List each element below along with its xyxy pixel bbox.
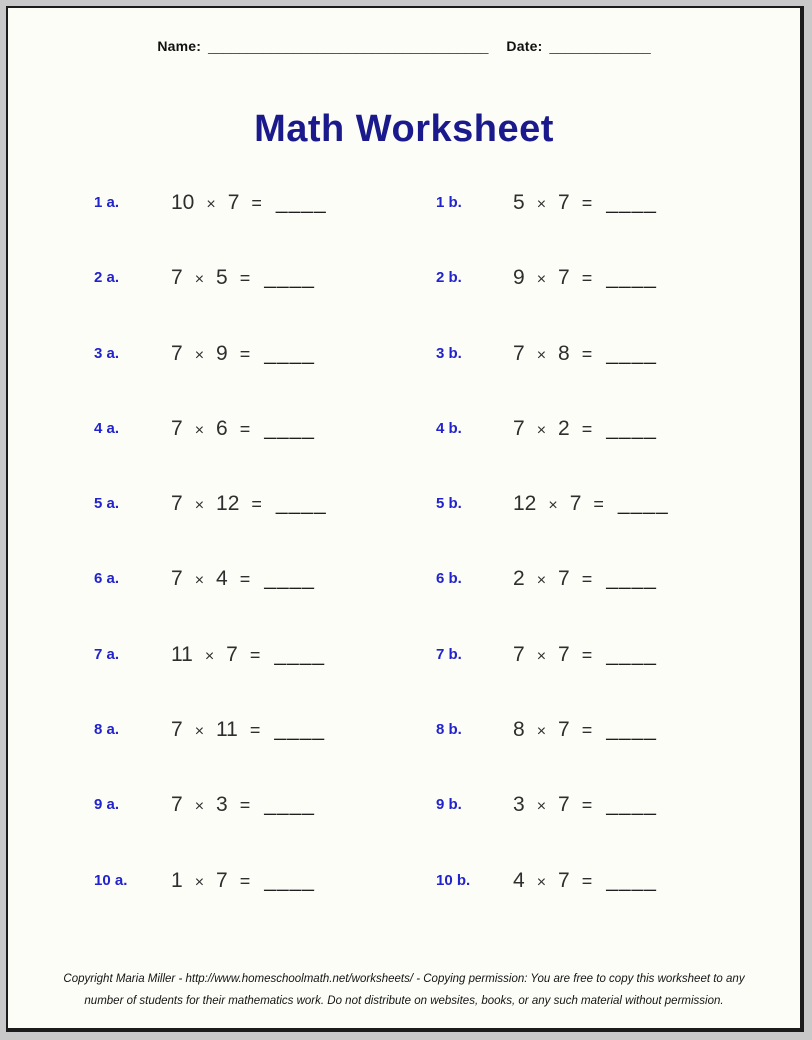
page-title: Math Worksheet: [254, 108, 554, 150]
answer-blank: ____: [264, 567, 315, 591]
equals-sign: =: [239, 569, 251, 590]
equals-sign: =: [239, 418, 251, 439]
problem-label-10b: 10 b.: [436, 871, 471, 889]
problem-label-7a: 7 a.: [94, 645, 120, 663]
name-field: [157, 38, 488, 54]
problem-label-3b: 3 b.: [436, 344, 462, 362]
problem-label-8a: 8 a.: [94, 721, 120, 739]
operand: 3: [513, 793, 525, 817]
times-sign: ×: [194, 572, 205, 590]
problem-label-4b: 4 b.: [436, 419, 462, 437]
operand: 7: [513, 416, 525, 440]
problem-label-6a: 6 a.: [94, 570, 120, 588]
answer-blank: ____: [606, 341, 657, 365]
problem-label-7b: 7 b.: [436, 645, 462, 663]
problem-label-1a: 1 a.: [94, 194, 120, 211]
problem-10b: [513, 869, 657, 893]
times-sign: ×: [206, 196, 216, 213]
operand: 12: [513, 492, 537, 516]
answer-blank: ____: [264, 416, 315, 440]
operand: 10: [171, 191, 195, 214]
operand: 7: [558, 718, 570, 742]
times-sign: ×: [536, 647, 547, 665]
operand: 7: [171, 416, 183, 440]
answer-blank: ____: [264, 266, 315, 290]
equals-sign: =: [251, 193, 262, 213]
operand: 7: [569, 492, 582, 516]
times-sign: ×: [548, 497, 558, 515]
answer-blank: ____: [264, 868, 315, 892]
problem-label-10a: 10 a.: [94, 871, 128, 889]
problem-3b: [513, 342, 657, 366]
times-sign: ×: [536, 572, 547, 590]
operand: 7: [171, 793, 183, 817]
problem-row-3: [8, 342, 800, 417]
problem-row-9: [8, 793, 800, 868]
name-label: Name:: [157, 38, 202, 54]
answer-blank: ____: [606, 567, 657, 591]
equals-sign: =: [251, 494, 262, 515]
problem-row-1: [8, 191, 800, 266]
operand: 5: [513, 191, 525, 214]
operand: 8: [558, 341, 570, 365]
problem-row-10: [8, 869, 800, 944]
equals-sign: =: [581, 418, 593, 439]
times-sign: ×: [536, 798, 547, 816]
times-sign: ×: [536, 271, 547, 289]
date-label: Date:: [506, 38, 543, 54]
problem-5b: [513, 492, 669, 516]
equals-sign: =: [581, 720, 593, 741]
problem-8a: [171, 718, 325, 742]
operand: 7: [558, 868, 570, 892]
problem-2a: [171, 266, 315, 290]
operand: 7: [558, 793, 570, 817]
problem-3a: [171, 342, 315, 366]
operand: 5: [216, 266, 228, 290]
operand: 7: [171, 266, 183, 290]
problem-label-6b: 6 b.: [436, 570, 462, 588]
equals-sign: =: [581, 569, 593, 590]
answer-blank: ____: [606, 868, 657, 892]
problem-7b: [513, 643, 657, 667]
problem-label-9b: 9 b.: [436, 796, 462, 814]
problem-2b: [513, 266, 657, 290]
problems-grid: [8, 191, 800, 944]
times-sign: ×: [536, 196, 547, 213]
equals-sign: =: [581, 870, 593, 891]
operand: 4: [216, 567, 228, 591]
problem-6a: [171, 567, 315, 591]
header: [8, 38, 800, 54]
operand: 7: [216, 868, 228, 892]
problem-label-2b: 2 b.: [436, 269, 462, 287]
times-sign: ×: [194, 271, 205, 289]
answer-blank: ____: [274, 718, 326, 742]
operand: 7: [171, 718, 183, 742]
times-sign: ×: [194, 798, 205, 816]
operand: 7: [558, 191, 570, 214]
problem-6b: [513, 567, 657, 591]
operand: 7: [513, 642, 525, 666]
answer-blank: ____: [264, 793, 315, 817]
equals-sign: =: [239, 795, 251, 816]
problem-label-1b: 1 b.: [436, 194, 462, 211]
answer-blank: ____: [264, 341, 315, 365]
problem-9a: [171, 793, 315, 817]
equals-sign: =: [581, 268, 593, 289]
times-sign: ×: [536, 723, 547, 741]
operand: 2: [558, 416, 570, 440]
operand: 3: [216, 793, 228, 817]
operand: 11: [171, 642, 193, 666]
equals-sign: =: [249, 720, 261, 741]
problem-1a: [171, 191, 327, 215]
equals-sign: =: [239, 870, 251, 891]
problem-7a: [171, 643, 325, 667]
problem-label-8b: 8 b.: [436, 721, 462, 739]
answer-blank: ____: [275, 492, 327, 516]
problem-label-3a: 3 a.: [94, 344, 120, 362]
operand: 7: [558, 266, 570, 290]
operand: 7: [558, 642, 570, 666]
times-sign: ×: [194, 497, 205, 515]
times-sign: ×: [194, 873, 205, 891]
problem-label-5a: 5 a.: [94, 495, 120, 513]
equals-sign: =: [593, 494, 604, 515]
answer-blank: ____: [606, 416, 657, 440]
operand: 9: [216, 341, 228, 365]
times-sign: ×: [536, 873, 547, 891]
equals-sign: =: [581, 644, 593, 665]
problem-1b: [513, 191, 657, 215]
copyright-footer: [18, 968, 790, 1012]
operand: 7: [171, 492, 183, 516]
operand: 9: [513, 266, 525, 290]
date-blank-line: _____________: [549, 38, 651, 54]
problem-9b: [513, 793, 657, 817]
times-sign: ×: [194, 346, 205, 364]
problem-8b: [513, 718, 657, 742]
equals-sign: =: [581, 795, 593, 816]
times-sign: ×: [536, 346, 547, 364]
answer-blank: ____: [606, 642, 657, 666]
problem-row-2: [8, 266, 800, 341]
problem-5a: [171, 492, 327, 516]
equals-sign: =: [249, 644, 261, 665]
answer-blank: ____: [274, 642, 326, 666]
problem-label-5b: 5 b.: [436, 495, 462, 513]
problem-row-8: [8, 718, 800, 793]
times-sign: ×: [536, 421, 547, 439]
answer-blank: ____: [606, 266, 657, 290]
operand: 7: [171, 341, 183, 365]
times-sign: ×: [194, 421, 205, 439]
operand: 2: [513, 567, 525, 591]
times-sign: ×: [204, 647, 215, 665]
problem-row-4: [8, 417, 800, 492]
equals-sign: =: [239, 268, 251, 289]
copyright-line-2: number of students for their mathematics work. Do not distribute on websites, books, or any such material without permission.: [84, 995, 724, 1007]
operand: 8: [513, 718, 525, 742]
copyright-line-1: Copyright Maria Miller - http://www.homeschoolmath.net/worksheets/ - Copying permission: You are free to copy this worksheet to any: [63, 973, 745, 985]
operand: 7: [171, 567, 183, 591]
name-blank-line: ____________________________________: [208, 38, 489, 54]
operand: 7: [227, 191, 240, 214]
operand: 12: [216, 492, 240, 516]
times-sign: ×: [194, 723, 205, 741]
problem-10a: [171, 869, 315, 893]
answer-blank: ____: [617, 492, 669, 516]
operand: 1: [171, 868, 183, 892]
problem-row-5: [8, 492, 800, 567]
equals-sign: =: [239, 343, 251, 364]
operand: 7: [226, 642, 238, 666]
operand: 7: [513, 341, 525, 365]
answer-blank: ____: [606, 718, 657, 742]
problem-label-2a: 2 a.: [94, 269, 120, 287]
operand: 6: [216, 416, 228, 440]
operand: 7: [558, 567, 570, 591]
date-field: [506, 38, 650, 54]
problem-label-4a: 4 a.: [94, 419, 120, 437]
problem-4b: [513, 417, 657, 441]
answer-blank: ____: [606, 191, 657, 214]
worksheet-page: [6, 6, 804, 1032]
equals-sign: =: [581, 193, 593, 213]
problem-row-7: [8, 643, 800, 718]
problem-label-9a: 9 a.: [94, 796, 120, 814]
problem-4a: [171, 417, 315, 441]
operand: 4: [513, 868, 525, 892]
equals-sign: =: [581, 343, 593, 364]
problem-row-6: [8, 567, 800, 642]
operand: 11: [216, 718, 238, 742]
answer-blank: ____: [606, 793, 657, 817]
answer-blank: ____: [275, 191, 327, 214]
